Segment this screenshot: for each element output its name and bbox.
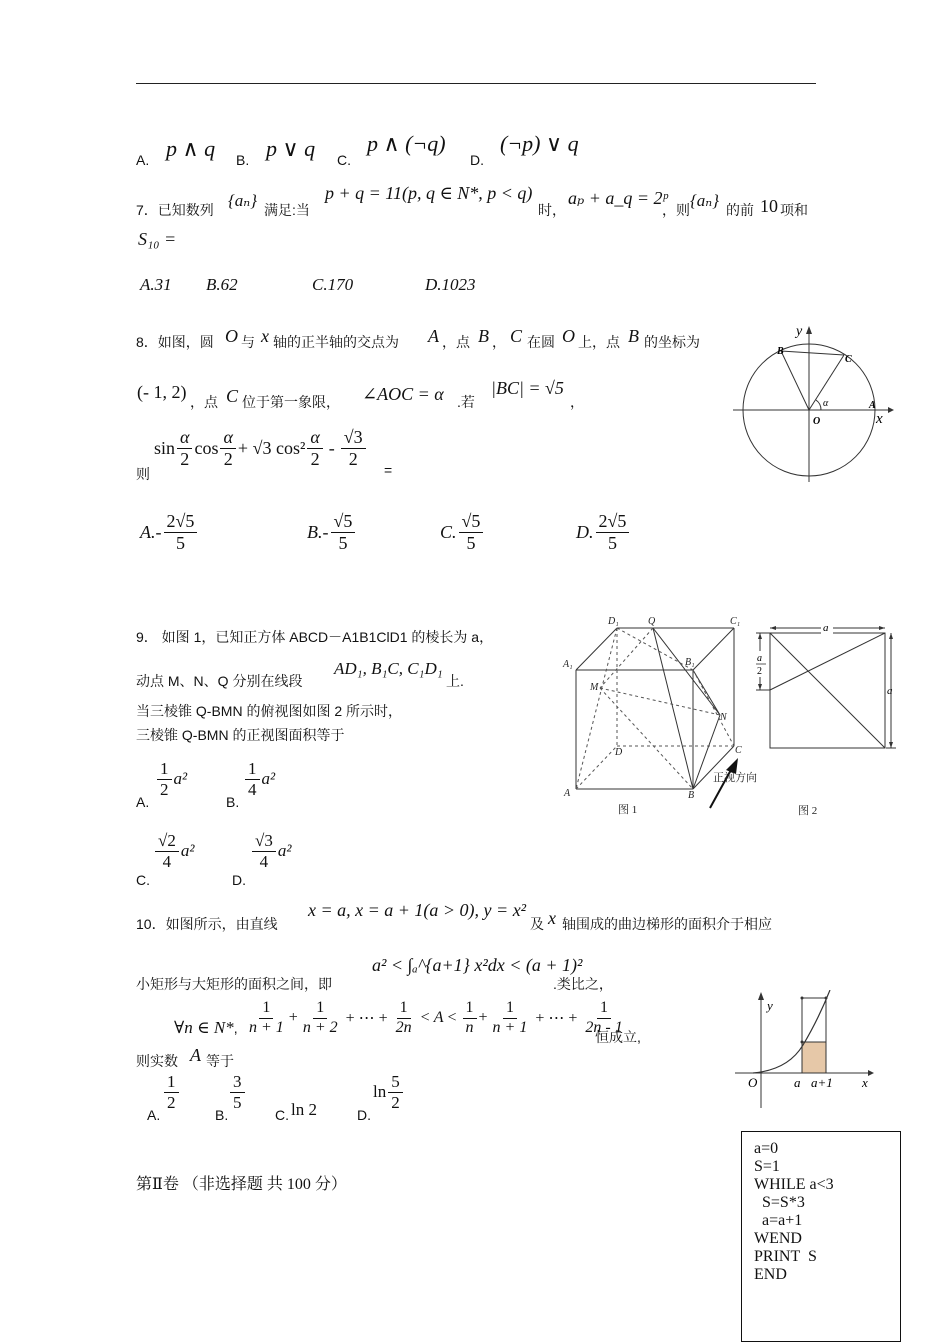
q8-bc: |BC| = √5 [491,378,564,398]
q10-line1c: 轴围成的曲边梯形的面积介于相应 [562,916,772,932]
q9-line3: 当三棱锥 Q-BMN 的俯视图如图 2 所示时， [136,703,403,719]
q7-seq-2: {aₙ} [690,191,719,210]
program-line: a=0 [754,1140,779,1157]
cube-label-D1: D₁ [608,616,619,627]
part2-heading: 第Ⅱ卷 （非选择题 共 100 分） [136,1176,347,1193]
q7-text: 项和 [780,202,808,218]
q7-condition: p + q = 11(p, q ∈ N*, p < q) [325,183,533,203]
q8-text: 上，点 [578,334,620,350]
q8-coord: (- 1, 2) [137,382,187,402]
q6-option-b-label: B. [236,152,250,168]
top-view-a-right: a [887,685,893,697]
q8-text: 的坐标为 [644,334,700,350]
cube-label-D: D [615,747,623,758]
q9-option-c-label: C. [136,872,150,888]
q7-text: 时， [538,202,566,218]
q6-option-c-expr: p ∧ (¬q) [367,131,446,156]
q7-text: 满足:当 [264,202,310,218]
q10-sum-inequality: $\frac{1}{n + 1}$ + $\frac{1}{n + 2}$ + ⋯ + $\frac{1}{2n}$ < A < $\frac{1}{n}$ + $\frac{1}{n + 1}$ + ⋯ + $\frac{1}{2n - 1}$ [249,999,623,1036]
top-view-a-top: a [823,622,829,634]
program-line: END [754,1266,787,1283]
q10-option-c-label: C. [275,1107,289,1123]
q10-line4b: 等于 [206,1053,234,1069]
program-box [741,1131,901,1342]
q8-fig-C: C [845,354,852,365]
q8-B: B [478,326,489,346]
q6-option-c-label: C. [337,152,351,168]
q7-option-c: C.170 [312,275,354,294]
q9-option-d: $\frac{√3}{4}$ a² [250,832,291,871]
q8-text: 8．如图，圆 [136,334,214,350]
q10-curve-figure [733,990,878,1110]
q10-line1b: 及 [530,916,544,932]
q8-option-c: C. $\frac{√5}{5}$ [440,512,485,553]
q6-option-d-label: D. [470,152,484,168]
q8-fig-x: x [876,411,883,427]
q10-integral: a² < ∫ₐ^{a+1} x²dx < (a + 1)² [372,955,583,975]
q8-O-2: O [562,326,575,346]
q8-fig-alpha: α [823,398,829,409]
cube-label-Q: Q [648,616,656,627]
q8-fig-y: y [796,324,803,339]
q10-line2b: .类比之， [553,976,613,992]
q10-option-a-label: A. [147,1107,161,1123]
q10-fig-x: x [862,1075,868,1090]
cube-label-C1: C₁ [730,616,741,627]
q10-x: x [548,908,556,928]
q10-line1a: 10．如图所示，由直线 [136,916,278,932]
q9-option-a: $\frac{1}{2}$ a² [155,760,187,799]
q10-A: A [190,1045,201,1065]
q7-s10: S₁₀ = [138,229,177,249]
q8-text: 轴的正半轴的交点为 [273,334,399,350]
q10-fig-a1: a+1 [811,1075,833,1090]
q8-text: 位于第一象限， [242,394,340,410]
cube-label-B: B [688,790,695,801]
cube-label-N: N [720,712,727,723]
q10-option-a: $\frac{1}{2}$ [162,1073,181,1112]
q10-option-d: ln $\frac{5}{2}$ [373,1073,405,1112]
q10-fig-a: a [794,1075,801,1090]
program-line: S=S*3 [754,1194,805,1211]
q8-circle-figure [728,322,898,492]
q8-eq: = [384,462,393,478]
top-view-half-den: 2 [757,666,762,677]
q8-text: 在圆 [527,334,555,350]
q8-text: 与 [241,334,255,350]
q7-text: 的前 [726,202,754,218]
q8-then: 则 [136,466,150,482]
program-line: PRINT S [754,1248,817,1265]
q7-option-a: A.31 [140,275,172,294]
q10-option-b: $\frac{3}{5}$ [228,1073,247,1112]
q8-fig-O: O [813,416,821,427]
q8-fig-B: B [777,346,784,357]
q9-line2b: 上. [446,673,464,689]
q6-option-a-expr: p ∧ q [166,136,216,161]
q10-holds: 恒成立, [595,1029,641,1045]
q8-x: x [261,326,269,346]
q7-option-b: B.62 [206,275,238,294]
q8-A: A [428,326,439,346]
q7-ten: 10 [760,196,778,216]
program-line: a=a+1 [754,1212,803,1229]
cube-label-B1: B₁ [685,657,695,668]
q7-text: ，则 [662,202,690,218]
top-view-half-num: a [757,653,762,664]
q8-expression: sin $\frac{\alpha}{2}$ cos $\frac{\alpha}{2}$ + √3 cos² $\frac{\alpha}{2}$ - $\frac{√3}{2}$ [154,428,368,469]
q9-option-b-label: B. [226,794,240,810]
q9-segments: AD₁, B₁C, C₁D₁ [334,659,443,678]
q10-lines: x = a, x = a + 1(a > 0), y = x² [308,900,527,920]
q9-option-a-label: A. [136,794,150,810]
cube-label-C: C [735,745,742,756]
q9-option-b: $\frac{1}{4}$ a² [243,760,275,799]
header-rule [136,83,816,84]
q10-option-c: ln 2 [291,1100,317,1119]
q8-text: .若 [457,394,475,410]
q10-fig-y: y [767,998,773,1013]
q7-formula: aₚ + a_q = 2ᵖ [568,188,668,208]
q7-option-d: D.1023 [425,275,476,294]
q8-option-a: A.- $\frac{2√5}{5}$ [140,512,199,553]
q9-line4: 三棱锥 Q-BMN 的正视图面积等于 [136,727,345,743]
q8-option-b: B.- $\frac{√5}{5}$ [307,512,357,553]
cube-label-M: M [590,682,599,693]
q8-text: ， [570,394,584,410]
q7-seq: {aₙ} [228,191,257,210]
q10-option-b-label: B. [215,1107,229,1123]
q8-fig-A: A [869,400,876,411]
cube-label-A: A [564,788,571,799]
q10-option-d-label: D. [357,1107,371,1123]
q6-option-a-label: A. [136,152,150,168]
q6-option-d-expr: (¬p) ∨ q [500,131,579,156]
q8-O: O [225,326,238,346]
q10-forall: ∀n ∈ N*, [174,1018,238,1037]
q9-cube-figure [560,612,770,820]
cube-label-A1: A₁ [563,659,573,670]
q8-B-2: B [628,326,639,346]
q8-text: ，点 [442,334,470,350]
q9-line1: 9． 如图 1，已知正方体 ABCD－A1B1ClD1 的棱长为 a， [136,629,494,645]
q6-option-b-expr: p ∨ q [266,136,316,161]
q9-option-c: $\frac{√2}{4}$ a² [153,832,194,871]
top-view-caption: 图 2 [798,805,818,817]
program-line: S=1 [754,1158,780,1175]
program-line: WEND [754,1230,802,1247]
q10-fig-O: O [748,1075,758,1090]
q9-option-d-label: D. [232,872,246,888]
q8-angle: ∠AOC = α [362,384,444,404]
cube-caption: 图 1 [618,804,638,816]
q8-option-d: D. $\frac{2√5}{5}$ [576,512,631,553]
q8-text: ， [492,334,506,350]
q8-C: C [510,326,523,346]
q10-line2a: 小矩形与大矩形的面积之间，即 [136,976,332,992]
q10-line4a: 则实数 [136,1053,178,1069]
q8-text: ，点 [190,394,218,410]
q9-line2: 动点 M、N、Q 分别在线段 [136,673,303,689]
q9-top-view-figure [755,618,905,820]
program-line: WHILE a<3 [754,1176,834,1193]
q7-prefix: 7．已知数列 [136,202,214,218]
cube-front-direction: 正视方向 [713,772,757,784]
q8-C-2: C [226,386,239,406]
